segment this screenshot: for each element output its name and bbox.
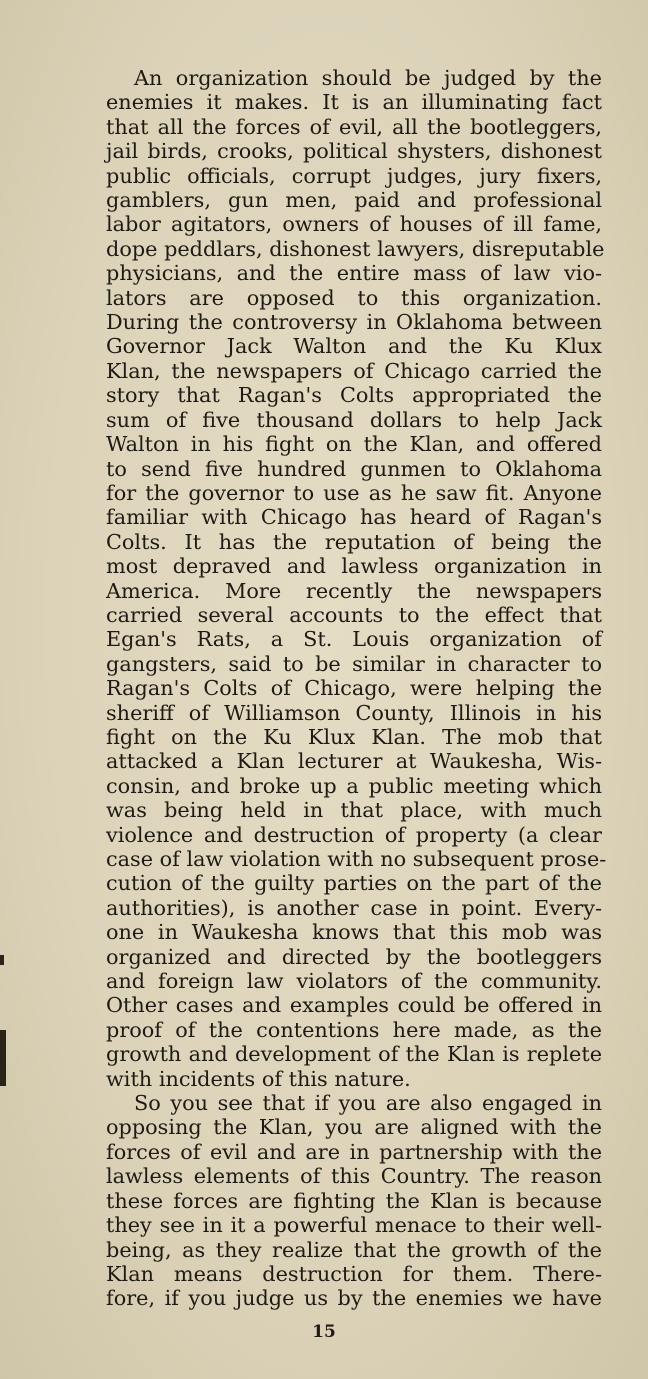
text-line: Klan, the newspapers of Chicago carried the: [106, 358, 602, 383]
text-line: authorities), is another case in point. Every-: [106, 895, 602, 920]
text-line: violence and destruction of property (a clear: [106, 822, 602, 847]
text-line: familiar with Chicago has heard of Ragan's: [106, 505, 602, 530]
text-line: dope peddlars, dishonest lawyers, disreputable: [106, 236, 605, 261]
text-line: public officials, corrupt judges, jury fixers,: [106, 163, 602, 188]
text-line: labor agitators, owners of houses of ill fame,: [106, 212, 602, 237]
text-line: and foreign law violators of the community.: [106, 969, 602, 994]
text-line: was being held in that place, with much: [106, 798, 602, 823]
text-line: Walton in his fight on the Klan, and offered: [106, 432, 602, 457]
text-line: for the governor to use as he saw fit. Anyone: [106, 480, 602, 505]
text-line: to send five hundred gunmen to Oklahoma: [106, 456, 602, 481]
text-line: sheriff of Williamson County, Illinois in his: [106, 700, 602, 725]
text-line: jail birds, crooks, political shysters, dishonest: [106, 139, 602, 164]
text-line: Egan's Rats, a St. Louis organization of: [106, 627, 602, 652]
text-line: sum of five thousand dollars to help Jack: [106, 407, 602, 432]
binding-edge-mark: [0, 955, 4, 965]
paragraph-2: [106, 1091, 602, 1311]
body-text: [106, 66, 607, 1311]
text-line: physicians, and the entire mass of law vio-: [106, 261, 602, 286]
text-line: lators are opposed to this organization.: [106, 285, 602, 310]
text-line: During the controversy in Oklahoma between: [106, 310, 602, 335]
text-line: Other cases and examples could be offered in: [106, 993, 602, 1018]
text-line: these forces are fighting the Klan is because: [106, 1188, 602, 1213]
text-line: lawless elements of this Country. The reason: [106, 1164, 602, 1189]
text-line: An organization should be judged by the: [134, 66, 602, 90]
text-line: being, as they realize that the growth of the: [106, 1237, 602, 1262]
text-line: consin, and broke up a public meeting which: [106, 773, 602, 798]
text-line: Ragan's Colts of Chicago, were helping the: [106, 676, 602, 701]
binding-edge-mark: [0, 1030, 6, 1086]
text-line: enemies it makes. It is an illuminating fact: [106, 90, 602, 115]
text-line: cution of the guilty parties on the part of the: [106, 871, 602, 896]
text-line: carried several accounts to the effect that: [106, 602, 602, 627]
text-line: gangsters, said to be similar in character to: [106, 651, 602, 676]
text-line: Colts. It has the reputation of being the: [106, 529, 602, 554]
paragraph-1: [106, 66, 607, 1091]
text-line: gamblers, gun men, paid and professional: [106, 188, 602, 213]
text-line: most depraved and lawless organization in: [106, 554, 602, 579]
text-line: proof of the contentions here made, as the: [106, 1017, 602, 1042]
text-line: forces of evil and are in partnership with the: [106, 1139, 602, 1164]
text-line: fight on the Ku Klux Klan. The mob that: [106, 724, 602, 749]
text-line: Governor Jack Walton and the Ku Klux: [106, 334, 602, 359]
page-number: 15: [312, 1322, 336, 1342]
text-line: one in Waukesha knows that this mob was: [106, 920, 602, 945]
text-line: fore, if you judge us by the enemies we have: [106, 1286, 602, 1311]
text-line: attacked a Klan lecturer at Waukesha, Wis-: [106, 749, 602, 774]
text-line: Klan means destruction for them. There-: [106, 1261, 602, 1286]
text-line: growth and development of the Klan is replete: [106, 1042, 602, 1067]
text-line: story that Ragan's Colts appropriated the: [106, 383, 602, 408]
text-line: So you see that if you are also engaged in: [134, 1091, 602, 1116]
text-line: case of law violation with no subsequent prose-: [106, 847, 607, 871]
text-line: they see in it a powerful menace to their well-: [106, 1213, 602, 1238]
text-line: with incidents of this nature.: [106, 1066, 411, 1091]
text-line: opposing the Klan, you are aligned with the: [106, 1115, 602, 1140]
text-line: America. More recently the newspapers: [106, 578, 602, 603]
text-line: organized and directed by the bootleggers: [106, 944, 602, 969]
text-line: that all the forces of evil, all the bootleggers,: [106, 114, 602, 139]
